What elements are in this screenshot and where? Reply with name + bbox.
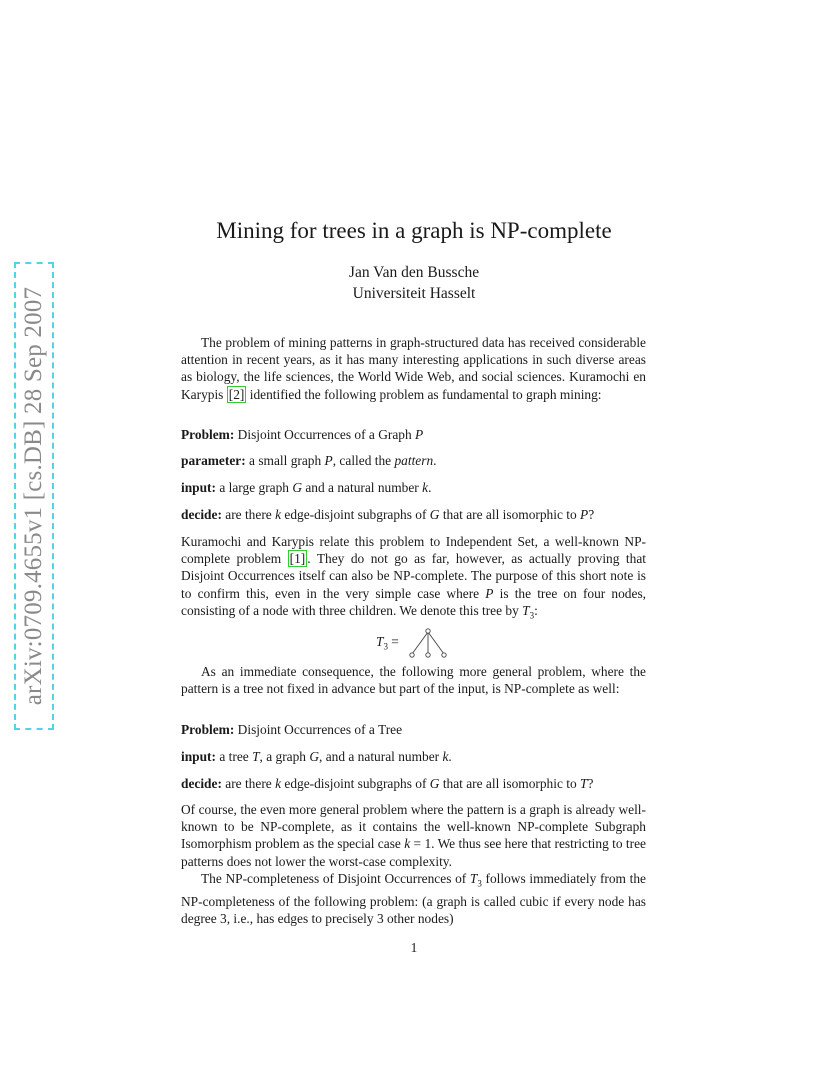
- arxiv-stamp: [14, 262, 54, 730]
- arxiv-identifier: arXiv:0709.4655v1 [cs.DB] 28 Sep 2007: [20, 286, 47, 706]
- problem1-parameter-line: parameter: a small graph P, called the pattern.: [181, 453, 437, 468]
- paragraph-np-completeness: The NP-completeness of Disjoint Occurrences of $T_3$ follows immediately from the NP-completeness of the following problem: (a graph is called cubic if every node has degree 3, i.e., has edges to precisely 3 other nodes): [181, 871, 646, 927]
- author-name: Jan Van den Bussche: [348, 264, 480, 281]
- tree-diagram-icon: [406, 628, 470, 660]
- citation-link-2[interactable]: [2]: [228, 386, 245, 402]
- paragraph-consequence: As an immediate consequence, the following more general problem, where the pattern is a tree not fixed in advance but part of the input, is NP-complete as well:: [181, 664, 646, 697]
- paragraph-kuramochi-karypis: Kuramochi and Karypis relate this problem to Independent Set, a well-known NP-complete problem [1] . They do not go as far, however, as actually proving that Disjoint Occurrences itself can also be NP-complete. The purpose of this short note is to confirm this, even in the very simple case where P is the tree on four nodes, consisting of a node with three children. We denote this tree by $T_3$:: [181, 534, 646, 621]
- problem1-title-line: Problem: Disjoint Occurrences of a Graph P: [181, 427, 424, 442]
- problem2-input-line: input: a tree T, a graph G, and a natural number k.: [181, 749, 452, 764]
- equation-lhs: $T_3$ =: [376, 634, 399, 652]
- problem2-decide-line: decide: are there k edge-disjoint subgraphs of G that are all isomorphic to T?: [181, 776, 594, 791]
- problem2-title-line: Problem: Disjoint Occurrences of a Tree: [181, 722, 403, 737]
- intro-paragraph: The problem of mining patterns in graph-structured data has received considerable attention in recent years, as it has many interesting applications in such diverse areas as biology, the life sciences, the World Wide Web, and social sciences. Kuramochi en Karypis [2] identified the following problem as fundamental to graph mining:: [181, 335, 646, 402]
- paragraph-general-problem: Of course, the even more general problem where the pattern is a graph is already well-known to be NP-complete, as it contains the well-known NP-complete Subgraph Isomorphism problem as the special case k = 1. We thus see here that restricting to tree patterns does not lower the worst-case complexity.: [181, 802, 646, 869]
- paper-title: Mining for trees in a graph is NP-complete: [216, 218, 612, 243]
- page-number: 1: [410, 940, 418, 955]
- citation-link-1[interactable]: [1]: [289, 551, 306, 567]
- problem1-decide-line: decide: are there k edge-disjoint subgraphs of G that are all isomorphic to P?: [181, 507, 595, 522]
- problem1-input-line: input: a large graph G and a natural number k.: [181, 480, 432, 495]
- author-affiliation: Universiteit Hasselt: [352, 285, 476, 302]
